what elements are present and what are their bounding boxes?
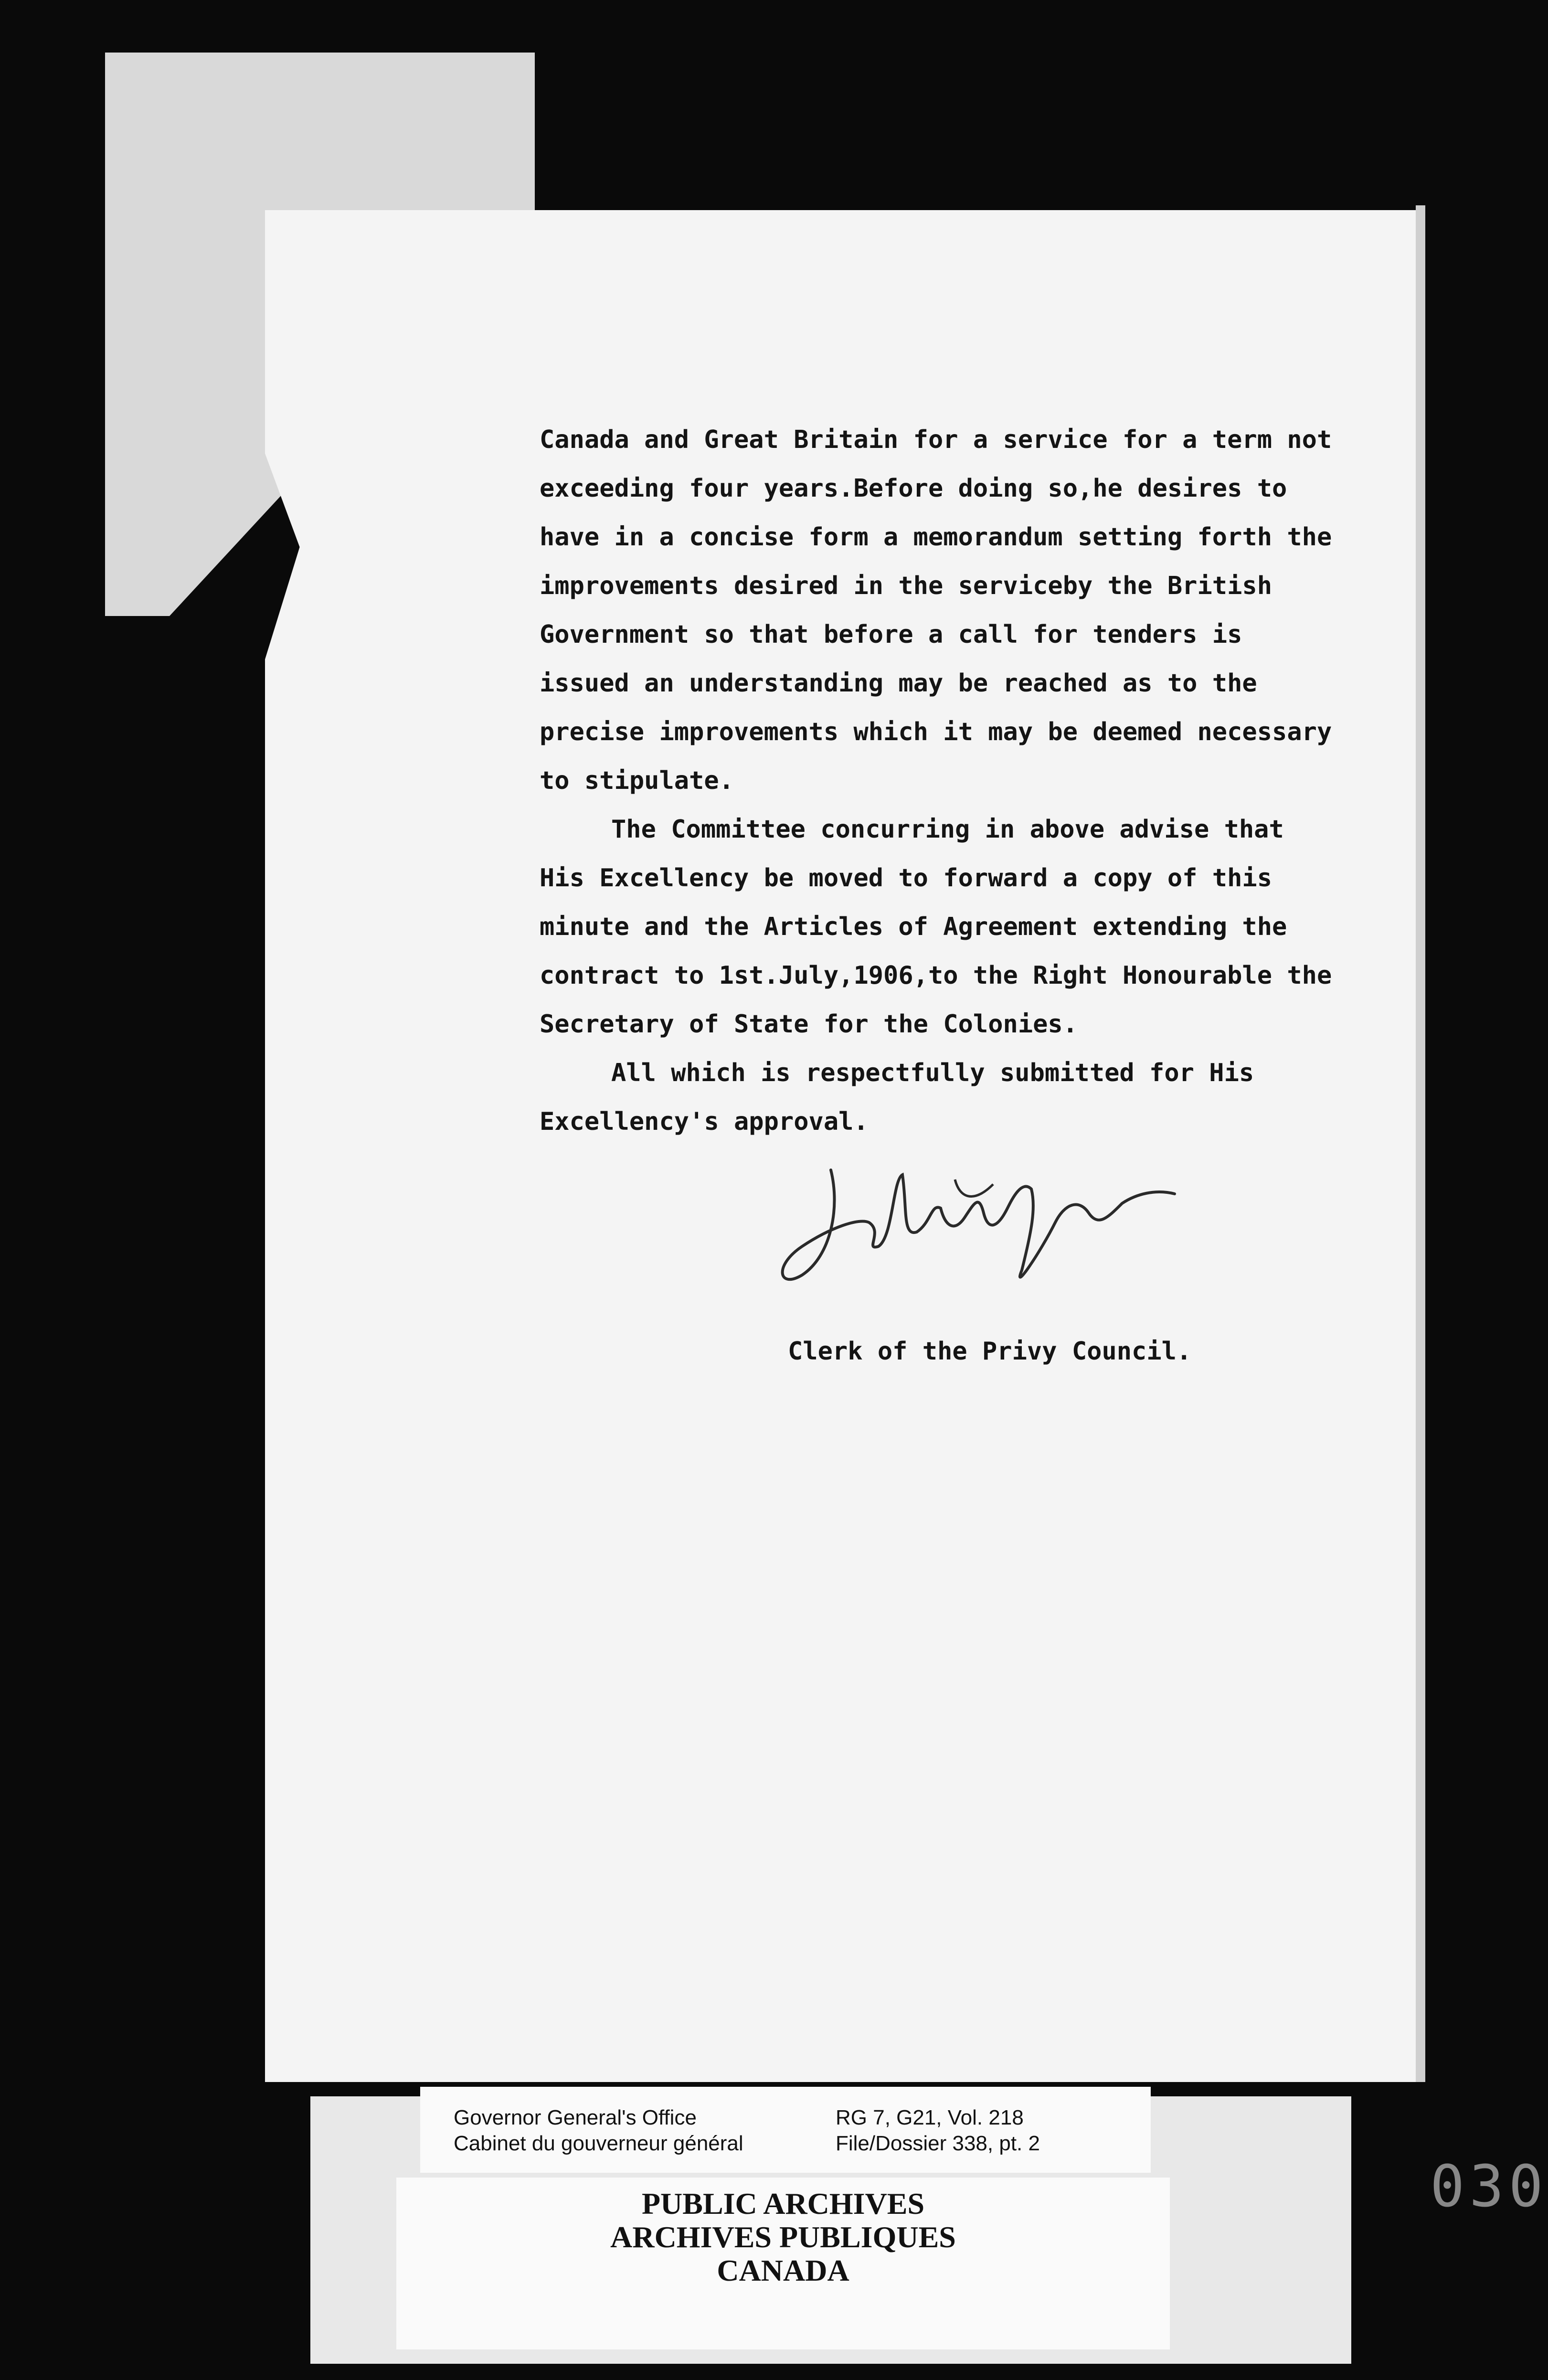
page-edge bbox=[1416, 205, 1425, 2082]
paragraph-line: Excellency's approval. bbox=[540, 1107, 869, 1136]
frame-number: 030 bbox=[1430, 2154, 1548, 2220]
body-line: Government so that before a call for tenders is bbox=[540, 620, 1242, 649]
paragraph-line: contract to 1st.July,1906,to the Right Honourable the bbox=[540, 961, 1332, 990]
paragraph-line: His Excellency be moved to forward a copy of this bbox=[540, 864, 1272, 892]
signature-title: Clerk of the Privy Council. bbox=[788, 1337, 1192, 1366]
stamp-line: CANADA bbox=[717, 2253, 849, 2287]
paragraph-line: All which is respectfully submitted for His bbox=[611, 1059, 1254, 1087]
body-line: exceeding four years.Before doing so,he desires to bbox=[540, 474, 1287, 503]
body-line: issued an understanding may be reached as to the bbox=[540, 669, 1257, 698]
body-line: have in a concise form a memorandum setting forth the bbox=[540, 523, 1332, 552]
archives-stamp bbox=[396, 2178, 1170, 2349]
paragraph-line: Secretary of State for the Colonies. bbox=[540, 1010, 1078, 1039]
handwritten-signature bbox=[774, 1151, 1179, 1304]
archive-label bbox=[420, 2087, 1151, 2173]
letter-body bbox=[540, 415, 1399, 1146]
file-reference: File/Dossier 338, pt. 2 bbox=[836, 2132, 1040, 2155]
body-line: improvements desired in the serviceby the British bbox=[540, 572, 1272, 600]
stamp-line: PUBLIC ARCHIVES bbox=[641, 2187, 925, 2221]
record-group: RG 7, G21, Vol. 218 bbox=[836, 2106, 1024, 2129]
paragraph-line: The Committee concurring in above advise that bbox=[611, 815, 1284, 844]
paragraph-line: minute and the Articles of Agreement extending the bbox=[540, 913, 1287, 941]
body-line: Canada and Great Britain for a service for a term not bbox=[540, 425, 1332, 454]
stamp-line: ARCHIVES PUBLIQUES bbox=[610, 2220, 956, 2254]
office-name-en: Governor General's Office bbox=[454, 2106, 697, 2129]
body-line: precise improvements which it may be deemed necessary bbox=[540, 718, 1332, 746]
body-line: to stipulate. bbox=[540, 766, 734, 795]
office-name-fr: Cabinet du gouverneur général bbox=[454, 2132, 743, 2155]
